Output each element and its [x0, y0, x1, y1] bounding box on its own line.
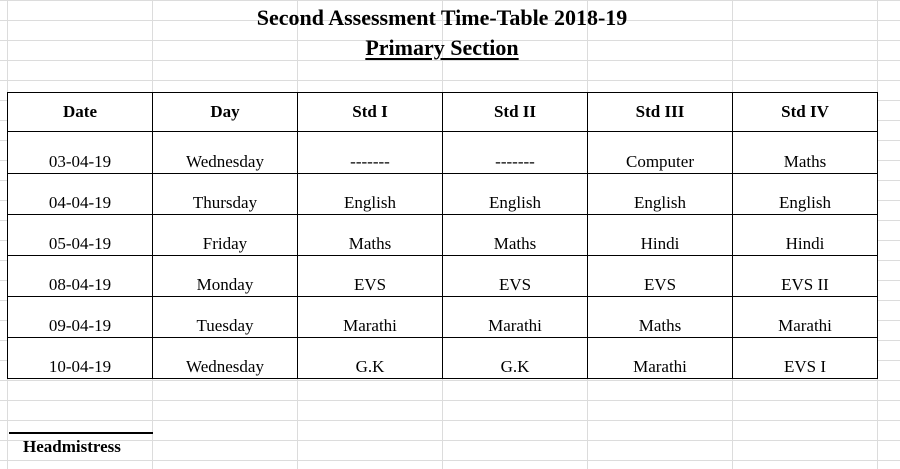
cell-std-3[interactable]: Computer — [588, 132, 733, 174]
cell-date[interactable]: 03-04-19 — [8, 132, 153, 174]
page-title: Second Assessment Time-Table 2018-19 — [256, 5, 628, 30]
table-row — [8, 132, 878, 174]
cell-date[interactable]: 10-04-19 — [8, 338, 153, 379]
cell-std-2[interactable]: Marathi — [443, 297, 588, 338]
cell-date[interactable]: 08-04-19 — [8, 256, 153, 297]
cell-std-3[interactable]: English — [588, 174, 733, 215]
cell-std-3[interactable]: Marathi — [588, 338, 733, 379]
timetable — [7, 92, 878, 379]
cell-std-2[interactable]: G.K — [443, 338, 588, 379]
signature-label[interactable]: Headmistress — [23, 437, 121, 456]
cell-std-4[interactable]: English — [733, 174, 878, 215]
table-header-row — [8, 93, 878, 132]
cell-std-4[interactable]: Maths — [733, 132, 878, 174]
header-std-1[interactable]: Std I — [298, 93, 443, 132]
header-std-3[interactable]: Std III — [588, 93, 733, 132]
cell-std-1[interactable]: Marathi — [298, 297, 443, 338]
header-std-2[interactable]: Std II — [443, 93, 588, 132]
cell-std-1[interactable]: EVS — [298, 256, 443, 297]
cell-std-2[interactable]: Maths — [443, 215, 588, 256]
cell-std-4[interactable]: Hindi — [733, 215, 878, 256]
table-row — [8, 174, 878, 215]
table-row — [8, 256, 878, 297]
cell-std-1[interactable]: G.K — [298, 338, 443, 379]
cell-std-4[interactable]: Marathi — [733, 297, 878, 338]
cell-std-4[interactable]: EVS I — [733, 338, 878, 379]
header-day[interactable]: Day — [153, 93, 298, 132]
header-date[interactable]: Date — [8, 93, 153, 132]
cell-day[interactable]: Friday — [153, 215, 298, 256]
cell-std-1[interactable]: ------- — [298, 132, 443, 174]
cell-std-1[interactable]: English — [298, 174, 443, 215]
cell-date[interactable]: 05-04-19 — [8, 215, 153, 256]
signature-line — [9, 432, 153, 434]
cell-date[interactable]: 09-04-19 — [8, 297, 153, 338]
cell-std-2[interactable]: EVS — [443, 256, 588, 297]
cell-day[interactable]: Thursday — [153, 174, 298, 215]
cell-std-1[interactable]: Maths — [298, 215, 443, 256]
cell-std-2[interactable]: English — [443, 174, 588, 215]
table-row — [8, 215, 878, 256]
cell-std-2[interactable]: ------- — [443, 132, 588, 174]
table-row — [8, 297, 878, 338]
cell-date[interactable]: 04-04-19 — [8, 174, 153, 215]
cell-day[interactable]: Monday — [153, 256, 298, 297]
cell-day[interactable]: Tuesday — [153, 297, 298, 338]
cell-std-4[interactable]: EVS II — [733, 256, 878, 297]
cell-std-3[interactable]: Maths — [588, 297, 733, 338]
cell-std-3[interactable]: EVS — [588, 256, 733, 297]
cell-day[interactable]: Wednesday — [153, 338, 298, 379]
section-title: Primary Section — [365, 35, 519, 60]
cell-std-3[interactable]: Hindi — [588, 215, 733, 256]
header-std-4[interactable]: Std IV — [733, 93, 878, 132]
cell-day[interactable]: Wednesday — [153, 132, 298, 174]
table-row — [8, 338, 878, 379]
